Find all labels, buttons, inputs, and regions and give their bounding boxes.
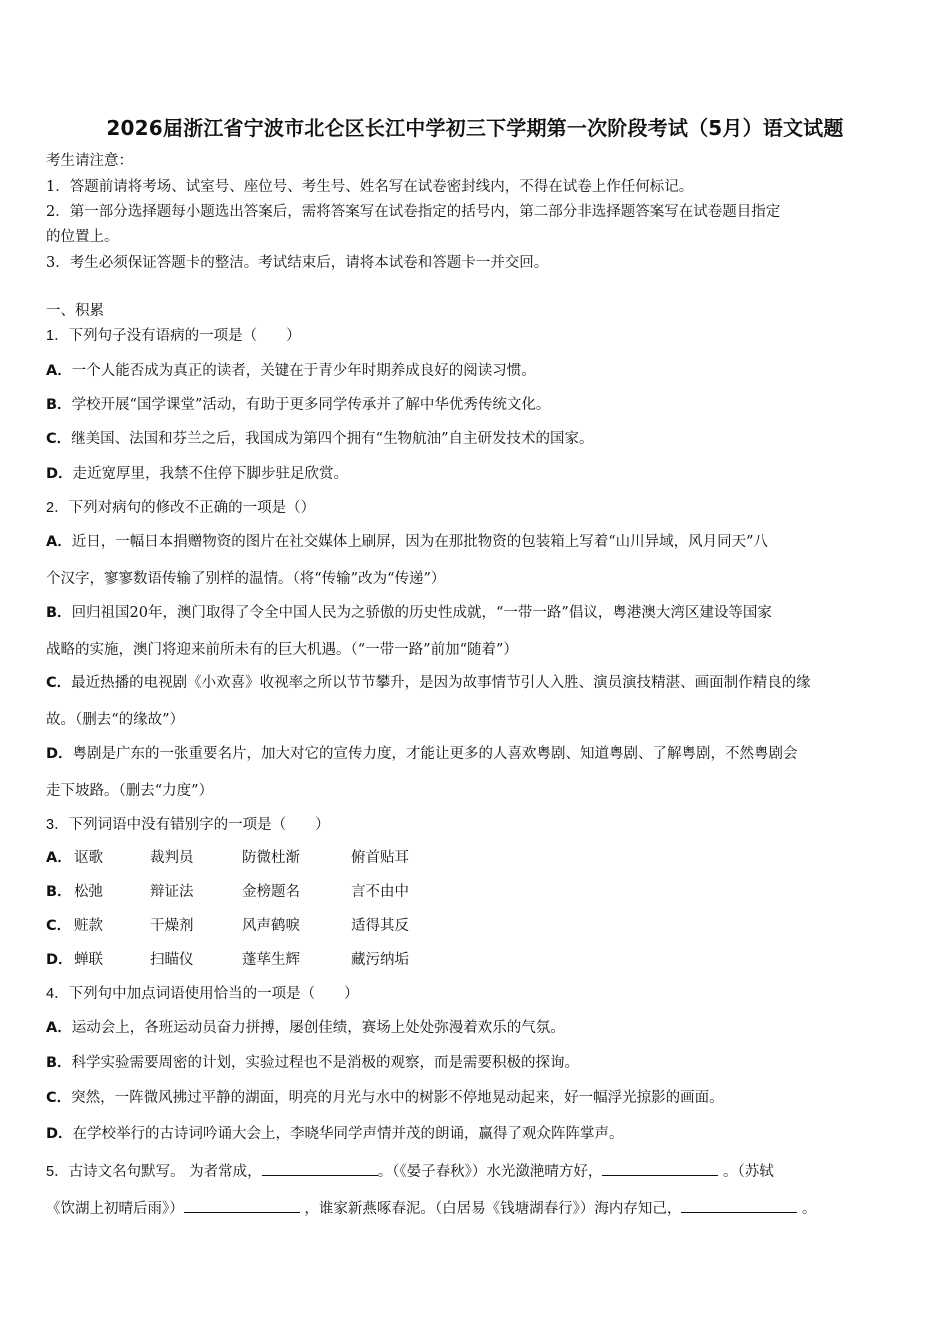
word: 讴歌 [74,850,103,866]
question-text: ，谁家新燕啄春泥。（白居易《钱塘湖春行》）海内存知己， [299,1201,682,1217]
option-d [46,745,798,763]
option-c [46,430,593,448]
question-text: 。（《晏子春秋》）水光潋滟晴方好， [377,1164,603,1180]
word: 扫瞄仪 [150,952,194,968]
option-a [46,533,768,551]
option-b [46,1054,579,1072]
question-number: 1． [46,328,69,344]
option-label: B． [46,884,72,900]
option-a [46,1019,565,1037]
word: 金榜题名 [242,884,300,900]
option-b [46,396,550,414]
word: 松弛 [74,884,103,900]
option-text: 学校开展“国学课堂”活动，有助于更多同学传承并了解中华优秀传统文化。 [71,397,551,413]
option-label: B． [46,605,72,621]
option-label: A． [46,534,72,550]
question-text: 古诗文名句默写。 为者常成， [68,1164,262,1180]
question-stem: 下列词语中没有错别字的一项是（ ） [68,817,330,833]
question-5-line1 [46,1161,774,1181]
question-stem: 下列句子没有语病的一项是（ ） [68,328,301,344]
option-label: D． [46,1126,73,1142]
option-b [46,604,772,622]
answer-blank[interactable] [602,1161,718,1176]
question-text: 《饮湖上初晴后雨》） [46,1201,184,1217]
question-2-stem [46,499,315,517]
option-label: D． [46,466,73,482]
option-d-cont: 走下坡路。（删去“力度”） [46,783,214,799]
option-text: 走近宽厚里，我禁不住停下脚步驻足欣赏。 [72,466,349,482]
word: 蝉联 [74,952,103,968]
question-text: 。（苏轼 [718,1164,774,1180]
option-c-cont: 故。（删去“的缘故”） [46,712,185,728]
option-a-cont: 个汉字，寥寥数语传输了别样的温情。（将“传输”改为“传递”） [46,571,446,587]
word: 风声鹤唳 [242,918,300,934]
question-number: 3． [46,817,69,833]
option-text: 一个人能否成为真正的读者，关键在于青少年时期养成良好的阅读习惯。 [71,363,536,379]
word: 辩证法 [150,884,194,900]
word: 言不由中 [351,884,409,900]
question-number: 5． [46,1164,69,1180]
question-1-stem [46,327,301,345]
question-text: 。 [797,1201,817,1217]
word: 蓬荜生辉 [242,952,300,968]
option-label: A． [46,850,72,866]
section-heading: 一、积累 [46,303,104,319]
option-text: 科学实验需要周密的计划，实验过程也不是消极的观察，而是需要积极的探询。 [71,1055,580,1071]
option-c [46,1089,724,1107]
notice-item: 的位置上。 [46,229,119,245]
option-label: C． [46,431,72,447]
option-text: 在学校举行的古诗词吟诵大会上，李晓华同学声情并茂的朗诵，赢得了观众阵阵掌声。 [72,1126,624,1142]
option-c [46,674,811,692]
page-title: 2026届浙江省宁波市北仑区长江中学初三下学期第一次阶段考试（5月）语文试题 [106,116,844,140]
option-label: C． [46,918,72,934]
notice-item: 1．答题前请将考场、试室号、座位号、考生号、姓名写在试卷密封线内，不得在试卷上作任何标记。 [46,179,694,195]
word: 适得其反 [351,918,409,934]
option-label: C． [46,1090,72,1106]
question-4-stem [46,985,359,1003]
option-text: 粤剧是广东的一张重要名片，加大对它的宣传力度，才能让更多的人喜欢粤剧、知道粤剧、了解粤剧，不然粤剧会 [72,746,798,762]
answer-blank[interactable] [184,1198,300,1213]
option-label: D． [46,746,73,762]
option-label: D． [46,952,73,968]
option-text: 继美国、法国和芬兰之后，我国成为第四个拥有“生物航油”自主研发技术的国家。 [71,431,594,447]
option-text: 最近热播的电视剧《小欢喜》收视率之所以节节攀升，是因为故事情节引人入胜、演员演技精湛、画面制作精良的缘 [71,675,811,691]
option-label: B． [46,397,72,413]
answer-blank[interactable] [262,1161,378,1176]
question-stem: 下列句中加点词语使用恰当的一项是（ ） [68,986,359,1002]
option-d [46,465,348,483]
word: 裁判员 [150,850,194,866]
option-label: A． [46,363,72,379]
option-text: 运动会上，各班运动员奋力拼搏，屡创佳绩，赛场上处处弥漫着欢乐的气氛。 [71,1020,565,1036]
notice-heading: 考生请注意： [46,153,133,169]
option-a [46,362,536,380]
option-label: C． [46,675,72,691]
option-text: 近日，一幅日本捐赠物资的图片在社交媒体上刷屏，因为在那批物资的包装箱上写着“山川异域，风月同天”八 [71,534,769,550]
question-stem: 下列对病句的修改不正确的一项是（） [68,500,316,516]
option-label: A． [46,1020,72,1036]
word: 藏污纳垢 [351,952,409,968]
option-label: B． [46,1055,72,1071]
word: 防微杜渐 [242,850,300,866]
option-text: 回归祖国20年，澳门取得了令全中国人民为之骄傲的历史性成就，“一带一路”倡议，粤港澳大湾区建设等国家 [71,605,772,621]
word: 赃款 [74,918,103,934]
question-5-line2 [46,1198,816,1218]
answer-blank[interactable] [681,1198,797,1213]
word: 干燥剂 [150,918,194,934]
notice-item: 3．考生必须保证答题卡的整洁。考试结束后，请将本试卷和答题卡一并交回。 [46,255,549,271]
question-number: 2． [46,500,69,516]
question-number: 4． [46,986,69,1002]
option-text: 突然，一阵微风拂过平静的湖面，明亮的月光与水中的树影不停地晃动起来，好一幅浮光掠影的画面。 [71,1090,724,1106]
option-d [46,1125,624,1143]
option-b-cont: 战略的实施，澳门将迎来前所未有的巨大机遇。（“一带一路”前加“随着”） [46,642,518,658]
notice-item: 2．第一部分选择题每小题选出答案后，需将答案写在试卷指定的括号内，第二部分非选择题答案写在试卷题目指定 [46,204,781,220]
word: 俯首贴耳 [351,850,409,866]
question-3-stem [46,816,330,834]
